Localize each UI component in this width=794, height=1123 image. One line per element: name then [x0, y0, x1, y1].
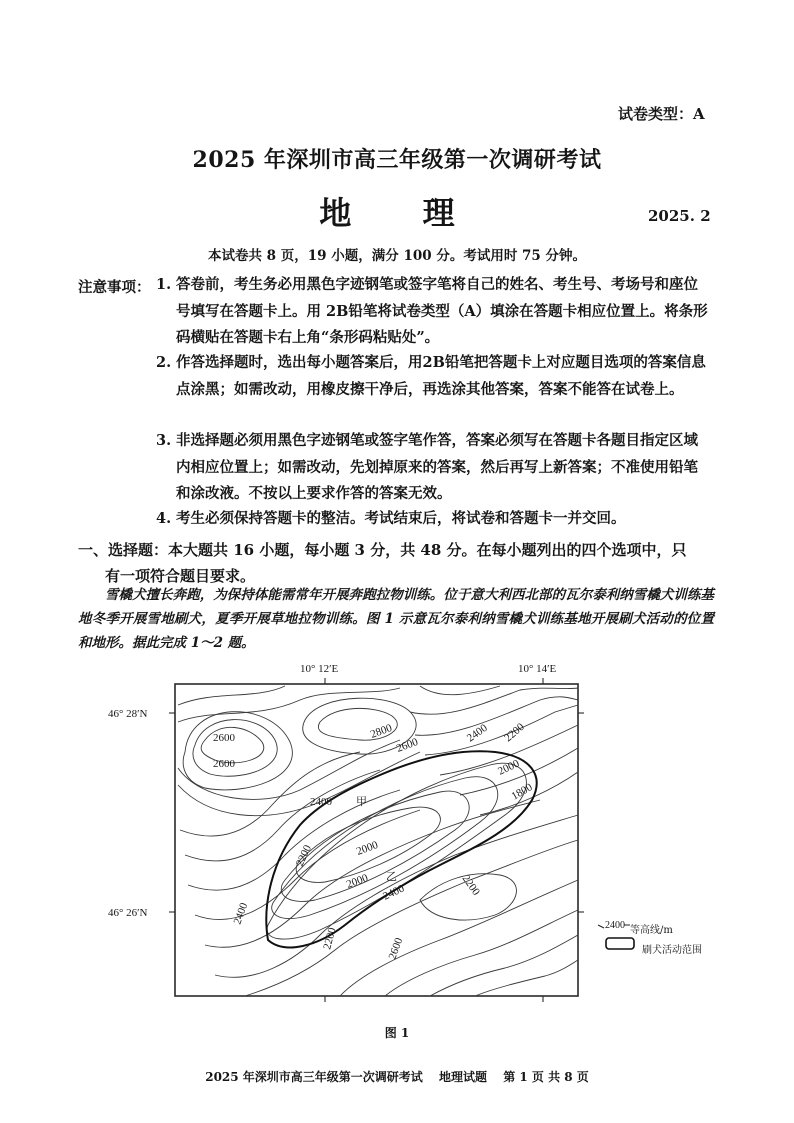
contour-label: 2000	[354, 839, 380, 858]
legend-contour-sample: 2400	[605, 920, 625, 931]
contour-label: 2400	[310, 796, 332, 808]
contour-label: 乙	[386, 871, 397, 883]
section-heading-line1: 一、选择题：本大题共 16 小题，每小题 3 分，共 48 分。在每小题列出的四个选项中，只	[78, 541, 687, 559]
contour-label: 2400	[464, 722, 490, 745]
contour-label: 2600	[213, 758, 235, 770]
footer-subject: 地理试题	[438, 1070, 487, 1084]
exam-info: 本试卷共 8 页，19 小题，满分 100 分。考试用时 75 分钟。	[207, 248, 587, 264]
lat-label-top: 46° 28′N	[108, 708, 148, 720]
contour-label: 2400	[381, 882, 407, 903]
legend-symbols	[598, 920, 634, 949]
section-heading-line2: 有一项符合题目要求。	[105, 567, 256, 585]
footer-exam-name: 2025 年深圳市高三年级第一次调研考试	[205, 1070, 423, 1084]
contour-label: 2600	[213, 732, 235, 744]
contour-label: 2200	[502, 720, 527, 745]
contour-label: 2800	[368, 722, 394, 741]
note-text: 作答选择题时，选出每小题答案后，用2B铅笔把答题卡上对应题目选项的答案信息点涂黑；如需改动，用橡皮擦干净后，再选涂其他答案，答案不能答在试卷上。	[176, 354, 706, 398]
contour-label: 2200	[321, 926, 339, 951]
contour-label: 2600	[394, 736, 420, 755]
note-number: 3.	[156, 432, 172, 449]
note-number: 4.	[156, 510, 172, 527]
footer-page: 第 1 页 共 8 页	[503, 1070, 589, 1084]
note-text: 非选择题必须用黑色字迹钢笔或签字笔作答，答案必须写在答题卡各题目指定区域内相应位置上；如需改动，先划掉原来的答案，然后再写上新答案；不准使用铅笔和涂改液。不按以上要求作答的答案无效。	[176, 432, 698, 502]
lon-label-right: 10° 14′E	[518, 663, 557, 675]
contour-label: 2200	[459, 872, 482, 898]
legend-contour-label: 等高线/m	[630, 925, 673, 936]
contour-label: 甲	[356, 796, 367, 808]
legend-contour-line-left	[598, 925, 604, 928]
question-intro: 雪橇犬擅长奔跑，为保持体能需常年开展奔跑拉物训练。位于意大利西北部的瓦尔泰利纳雪橇犬训练基地冬季开展雪地刷犬，夏季开展草地拉物训练。图 1 示意瓦尔泰利纳雪橇犬训练基地开展刷犬活动的位置和地形。据此完成 1～2 题。	[78, 587, 714, 651]
contour-label: 2600	[386, 936, 406, 962]
figure-caption: 图 1	[384, 1026, 410, 1040]
page-footer	[0, 1068, 794, 1085]
paper-type: 试卷类型：A	[618, 105, 705, 123]
notes-label: 注意事项：	[78, 279, 151, 296]
note-text: 考生必须保持答题卡的整洁。考试结束后，将试卷和答题卡一并交回。	[176, 510, 626, 527]
exam-title: 2025 年深圳市高三年级第一次调研考试	[192, 147, 602, 173]
contour-label: 2200	[293, 843, 315, 869]
note-number: 1.	[156, 276, 172, 293]
lon-label-left: 10° 12′E	[300, 663, 339, 675]
contour-label: 2400	[231, 901, 251, 927]
contour-label: 2000	[344, 872, 370, 891]
lat-label-bottom: 46° 26′N	[108, 907, 148, 919]
subject-title: 地 理	[319, 194, 485, 232]
legend-area-symbol	[606, 938, 634, 949]
contour-label: 2000	[496, 757, 522, 778]
note-text: 答卷前，考生务必用黑色字迹钢笔或签字笔将自己的姓名、考生号、考场号和座位号填写在答题卡上。用 2B铅笔将试卷类型（A）填涂在答题卡相应位置上。将条形码横贴在答题卡右上角“条形码粘贴处”。	[176, 276, 708, 346]
legend-area-label: 刷犬活动范围	[642, 945, 702, 956]
exam-date: 2025. 2	[648, 207, 711, 225]
note-number: 2.	[156, 354, 172, 371]
contour-label: 1800	[509, 781, 535, 803]
